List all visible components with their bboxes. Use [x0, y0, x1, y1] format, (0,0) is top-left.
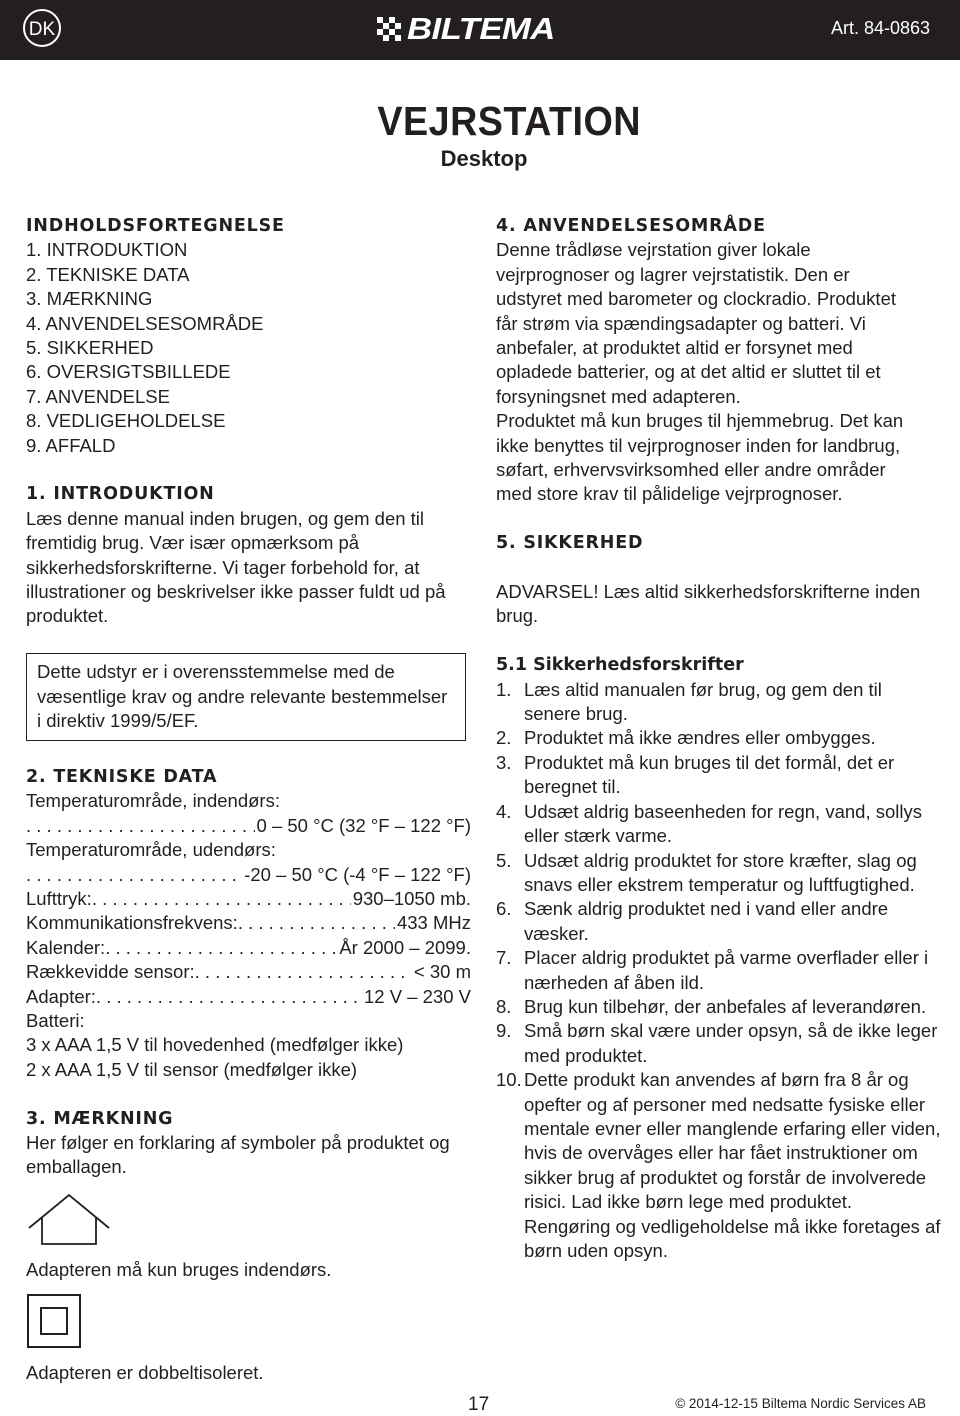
copyright: © 2014-12-15 Biltema Nordic Services AB: [675, 1396, 926, 1411]
list-item: 8. Brug kun tilbehør, der anbefales af leverandøren.: [496, 995, 927, 1017]
toc-item: 6. OVERSIGTSBILLEDE: [26, 361, 231, 383]
list-item: 7. Placer aldrig produktet på varme overflader eller i nærheden af åben ild.: [496, 947, 929, 993]
tech-calendar-value: År 2000 – 2099.: [339, 936, 471, 958]
right-column: [496, 214, 941, 1263]
toc-item: 7. ANVENDELSE: [26, 385, 170, 407]
marking-indoor-text: Adapteren må kun bruges indendørs.: [26, 1259, 332, 1281]
tech-temp-in-row: [26, 814, 471, 838]
usage-heading: 4. ANVENDELSESOMRÅDE: [496, 216, 766, 236]
tech-freq-value: 433 MHz: [396, 912, 471, 934]
list-item: 10. Dette produkt kan anvendes af børn fra 8 år og opefter og af personer med nedsatte fysiske eller mentale evner eller manglende erfaring eller viden, hvis de overvåges eller har fået instruktioner om sikker brug af produktet og forstår de involverede risici. Lad ikke børn lege med produktet. Rengøring og vedligeholdelse må ikke foretages af børn uden opsyn.: [496, 1069, 941, 1262]
brand-name: BILTEMA: [407, 11, 555, 46]
toc-item: 5. SIKKERHED: [26, 337, 154, 359]
usage-text-2: Produktet må kun bruges til hjemmebrug. Det kan ikke benyttes til vejrprognoser inden for landbrug, søfart, erhvervsvirksomhed eller andre områder med store krav til pålidelige vejrprognoser.: [496, 410, 904, 505]
list-item: 5. Udsæt aldrig produktet for store kræfter, slag og snavs eller ekstrem temperatur og luftfugtighed.: [496, 849, 917, 895]
marking-double-symbol: [26, 1293, 471, 1355]
toc-item: 1. INTRODUKTION: [26, 239, 188, 261]
list-item: 2. Produktet må ikke ændres eller ombygges.: [496, 727, 876, 749]
list-item: 1. Læs altid manualen før brug, og gem den til senere brug.: [496, 678, 882, 725]
language-badge: DK: [23, 9, 61, 47]
list-item: 3. Produktet må kun bruges til det formål, det er beregnet til.: [496, 751, 895, 798]
article-number: Art. 84-0863: [830, 18, 930, 38]
page-subtitle: Desktop: [440, 146, 528, 171]
tech-temp-out-row: [26, 863, 471, 887]
list-item: 6. Sænk aldrig produktet ned i vand eller andre væsker.: [496, 898, 889, 944]
tech-freq-row: [26, 911, 471, 935]
safety-heading: 5. SIKKERHED: [496, 533, 644, 554]
tech-pressure-value: 930–1050 mb.: [352, 887, 471, 909]
tech-adapter-value: 12 V – 230 V: [364, 985, 471, 1007]
safety-subheading: 5.1 Sikkerhedsforskrifter: [496, 655, 744, 676]
toc-list: [26, 238, 471, 458]
toc-heading: INDHOLDSFORTEGNELSE: [26, 216, 285, 236]
tech-temp-out-label: Temperaturområde, udendørs:: [26, 839, 276, 861]
brand-logo: [377, 11, 555, 46]
tech-temp-out-value: -20 – 50 °C (-4 °F – 122 °F): [244, 863, 471, 885]
double-insulated-icon: [26, 1293, 82, 1349]
page-title: VEJRSTATION: [377, 98, 641, 144]
tech-adapter-label: Adapter:: [26, 985, 96, 1007]
tech-range-label: Rækkevidde sensor:: [26, 961, 195, 983]
conformity-text: Dette udstyr er i overensstemmelse med de væsentlige krav og andre relevante bestemmelser i direktiv 1999/5/EF.: [37, 661, 448, 732]
tech-pressure-label: Lufttryk:: [26, 887, 92, 909]
conformity-box: [26, 653, 466, 740]
toc-item: 8. VEDLIGEHOLDELSE: [26, 410, 226, 432]
tech-temp-in-value: 0 – 50 °C (32 °F – 122 °F): [256, 814, 471, 836]
tech-range-row: [26, 960, 471, 984]
tech-battery-sensor: 2 x AAA 1,5 V til sensor (medfølger ikke): [26, 1058, 358, 1080]
toc-item: 9. AFFALD: [26, 434, 116, 456]
house-icon: [26, 1192, 112, 1246]
intro-text: Læs denne manual inden brugen, og gem den til fremtidig brug. Vær især opmærksom på sikkerhedsforskrifterne. Vi tager forbehold for, at illustrationer og beskrivelser ikke passer fuldt ud på produktet.: [26, 507, 446, 627]
tech-pressure-row: [26, 887, 471, 911]
usage-text-1: Denne trådløse vejrstation giver lokale vejrprognoser og lagrer vejrstatistik. Den er udstyret med barometer og clockradio. Produktet får strøm via spændingsadapter og batteri. Vi anbefaler, at produktet altid er forsynet med opladede batterier, og at det altid er sluttet til et forsyningsnet med adapteren.: [496, 239, 896, 407]
safety-warning: ADVARSEL! Læs altid sikkerhedsforskrifterne inden brug.: [496, 581, 921, 627]
tech-temp-in-label: Temperaturområde, indendørs:: [26, 790, 280, 812]
marking-heading: 3. MÆRKNING: [26, 1108, 174, 1129]
tech-freq-label: Kommunikationsfrekvens:: [26, 912, 238, 934]
tech-range-value: < 30 m: [413, 961, 471, 983]
page-number: 17: [468, 1394, 490, 1415]
toc-item: 3. MÆRKNING: [26, 288, 153, 310]
left-column: [26, 214, 471, 1385]
header-bar: [0, 0, 960, 60]
list-item: 9. Små børn skal være under opsyn, så de ikke leger med produktet.: [496, 1020, 938, 1066]
tech-battery-main: 3 x AAA 1,5 V til hovedenhed (medfølger ikke): [26, 1034, 404, 1056]
tech-calendar-label: Kalender:: [26, 936, 106, 958]
toc-item: 2. TEKNISKE DATA: [26, 263, 190, 285]
marking-indoor-symbol: [26, 1192, 471, 1252]
marking-text: Her følger en forklaring af symboler på produktet og emballagen.: [26, 1131, 450, 1178]
list-item: 4. Udsæt aldrig baseenheden for regn, vand, sollys eller stærk varme.: [496, 800, 922, 847]
intro-heading: 1. INTRODUKTION: [26, 484, 215, 505]
tech-heading: 2. TEKNISKE DATA: [26, 766, 218, 787]
tech-adapter-row: [26, 985, 471, 1009]
tech-battery-label: Batteri:: [26, 1009, 85, 1031]
tech-calendar-row: [26, 936, 471, 960]
safety-list: [496, 678, 941, 1264]
checkered-flag-icon: [377, 17, 401, 41]
toc-item: 4. ANVENDELSESOMRÅDE: [26, 312, 264, 334]
marking-double-text: Adapteren er dobbeltisoleret.: [26, 1362, 264, 1383]
